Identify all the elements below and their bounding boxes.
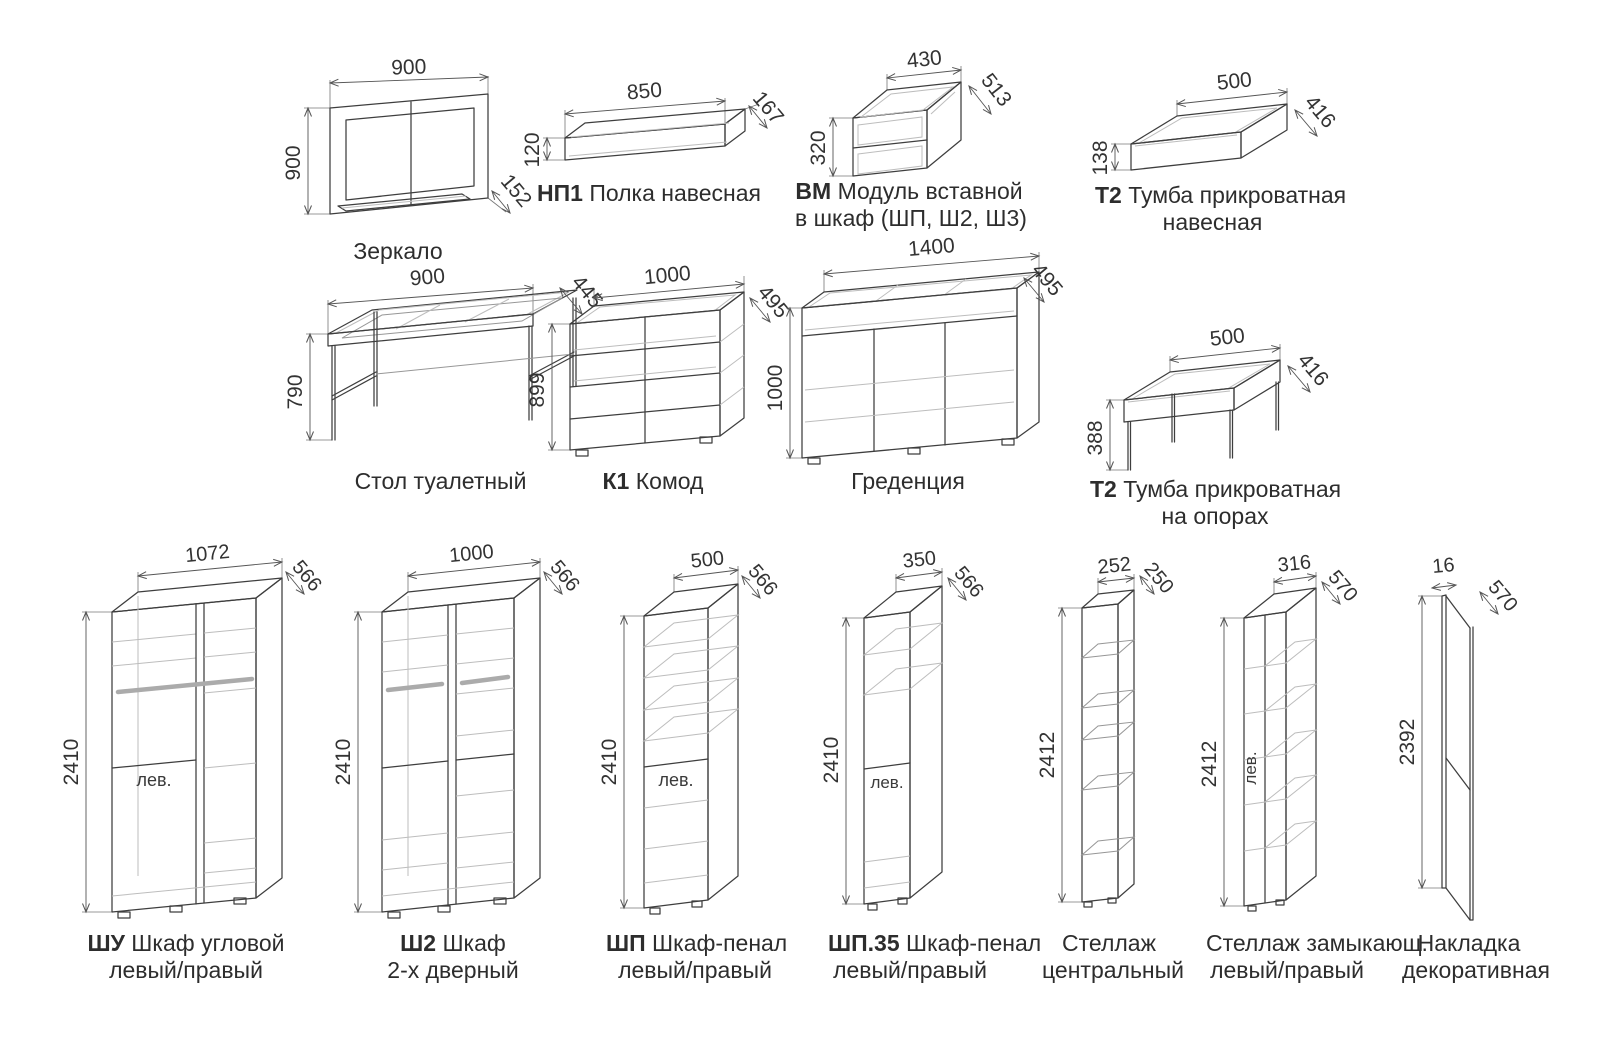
- item-code: Т2: [1095, 182, 1122, 208]
- item-code: ВМ: [795, 178, 832, 204]
- dim-depth-label: 513: [976, 69, 1016, 111]
- dim-width-label: 1000: [448, 540, 495, 568]
- sh2-drawing: [332, 540, 584, 928]
- caption-line2: навесная: [1162, 209, 1263, 235]
- shu-drawing: [60, 540, 326, 928]
- dim-height-label: 320: [807, 130, 830, 166]
- gredenciya-drawing: [764, 234, 1068, 470]
- dim-depth-label: 416: [1299, 91, 1341, 133]
- dim-height-label: 2392: [1396, 718, 1419, 766]
- dim-depth-label: 570: [1323, 566, 1362, 606]
- stellazh-c-drawing: [1036, 552, 1178, 928]
- item-code: Ш2: [400, 930, 437, 956]
- dim-width-label: 430: [905, 46, 943, 73]
- caption-line2: левый/правый: [833, 957, 987, 983]
- caption-line2: в шкаф (ШП, Ш2, Ш3): [795, 205, 1027, 231]
- item-name: Стеллаж замыкающ.: [1206, 930, 1428, 956]
- dim-height-label: 2410: [598, 738, 621, 786]
- dim-height-label: 790: [284, 374, 307, 410]
- t2n-drawing: [1089, 68, 1341, 182]
- item-name: Тумба прикроватная: [1123, 476, 1342, 502]
- shp-drawing: [598, 546, 784, 928]
- caption-stellazh-z: [1206, 930, 1428, 984]
- dim-height-label: 388: [1084, 420, 1107, 456]
- dim-depth-label: 566: [743, 560, 782, 600]
- dim-width-label: 500: [1208, 324, 1246, 351]
- door-side-label: лев.: [136, 770, 172, 790]
- dim-depth-label: 152: [495, 170, 537, 212]
- caption-vm: [795, 178, 1027, 232]
- caption-shp: [606, 930, 788, 984]
- shp35-drawing: [820, 546, 992, 928]
- caption-line2: 2-х дверный: [387, 957, 519, 983]
- stellazh-z-drawing: [1198, 551, 1368, 928]
- dim-width-label: 500: [689, 547, 726, 573]
- caption-line2: на опорах: [1161, 503, 1269, 529]
- dim-width-label: 16: [1431, 554, 1456, 578]
- dim-depth-label: 566: [545, 556, 584, 596]
- caption-shp35: [828, 930, 1042, 984]
- item-name: Стол туалетный: [354, 468, 527, 494]
- k1-drawing: [526, 261, 794, 466]
- item-name: Стеллаж: [1062, 930, 1156, 956]
- dim-height-label: 138: [1089, 140, 1112, 176]
- dim-depth-label: 495: [1026, 259, 1068, 301]
- dim-depth-label: 445: [566, 271, 608, 313]
- item-name: Полка навесная: [589, 180, 761, 206]
- item-name: Тумба прикроватная: [1128, 182, 1347, 208]
- dim-height-label: 2412: [1036, 731, 1059, 779]
- item-code: НП1: [536, 180, 583, 206]
- item-name: Шкаф-пенал: [652, 930, 788, 956]
- dim-width-label: 850: [625, 78, 663, 105]
- item-name: Шкаф-пенал: [906, 930, 1042, 956]
- door-side-label: лев.: [1241, 751, 1260, 785]
- dim-depth-label: 566: [287, 556, 326, 596]
- dim-width-label: 500: [1215, 68, 1253, 95]
- caption-line2: левый/правый: [618, 957, 772, 983]
- item-name: Шкаф угловой: [131, 930, 285, 956]
- item-code: ШУ: [87, 930, 125, 956]
- caption-shu: [66, 930, 306, 984]
- item-code: Т2: [1090, 476, 1117, 502]
- caption-line2: левый/правый: [109, 957, 263, 983]
- item-name: Шкаф: [442, 930, 506, 956]
- caption-gredenciya: [772, 468, 1044, 495]
- caption-np1: [525, 180, 773, 207]
- dim-height-label: 2410: [820, 736, 843, 784]
- dim-depth-label: 570: [1483, 576, 1522, 616]
- item-code: ШП: [606, 930, 646, 956]
- dim-height-label: 1000: [764, 364, 787, 412]
- caption-nakladka: [1402, 930, 1550, 984]
- dim-width-label: 1072: [184, 540, 231, 568]
- dim-depth-label: 250: [1139, 558, 1178, 598]
- item-code: ШП.35: [828, 930, 900, 956]
- dim-height-label: 2410: [332, 738, 355, 786]
- dim-height-label: 2410: [60, 738, 83, 786]
- dim-width-label: 316: [1276, 551, 1313, 577]
- caption-stellazh-c: [1042, 930, 1185, 984]
- dim-height-label: 899: [526, 372, 549, 408]
- item-code: К1: [602, 468, 630, 494]
- door-side-label: лев.: [658, 770, 694, 790]
- caption-line2: левый/правый: [1210, 957, 1364, 983]
- caption-line2: декоративная: [1402, 957, 1550, 983]
- dim-height-label: 120: [521, 132, 544, 168]
- dim-depth-label: 167: [747, 87, 789, 129]
- item-name: Накладка: [1417, 930, 1521, 956]
- dim-depth-label: 495: [752, 281, 794, 323]
- caption-sh2: [338, 930, 568, 984]
- item-name: Зеркало: [353, 238, 443, 264]
- item-name: Модуль вставной: [837, 178, 1023, 204]
- dim-width-label: 900: [408, 264, 446, 291]
- caption-t2-na-oporah: [1090, 476, 1340, 530]
- dim-width-label: 1400: [907, 234, 956, 262]
- dim-depth-label: 566: [949, 562, 988, 602]
- dim-width-label: 1000: [643, 261, 692, 290]
- dim-depth-label: 416: [1292, 349, 1334, 391]
- item-name: Комод: [635, 468, 704, 494]
- door-side-label: лев.: [870, 773, 904, 792]
- dim-width-label: 900: [390, 55, 427, 80]
- caption-k1: [532, 468, 774, 495]
- caption-mirror: [278, 238, 518, 265]
- t2o-drawing: [1084, 324, 1340, 478]
- caption-line2: центральный: [1042, 957, 1185, 983]
- dim-height-label: 2412: [1198, 740, 1221, 788]
- dim-width-label: 350: [901, 547, 938, 573]
- np1-drawing: [521, 78, 789, 178]
- dim-width-label: 252: [1096, 553, 1133, 579]
- dim-height-label: 900: [282, 145, 305, 181]
- item-name: Греденция: [851, 468, 965, 494]
- caption-t2-navesnaya: [1095, 182, 1347, 236]
- nakladka-drawing: [1396, 548, 1536, 930]
- vm-drawing: [795, 46, 1023, 178]
